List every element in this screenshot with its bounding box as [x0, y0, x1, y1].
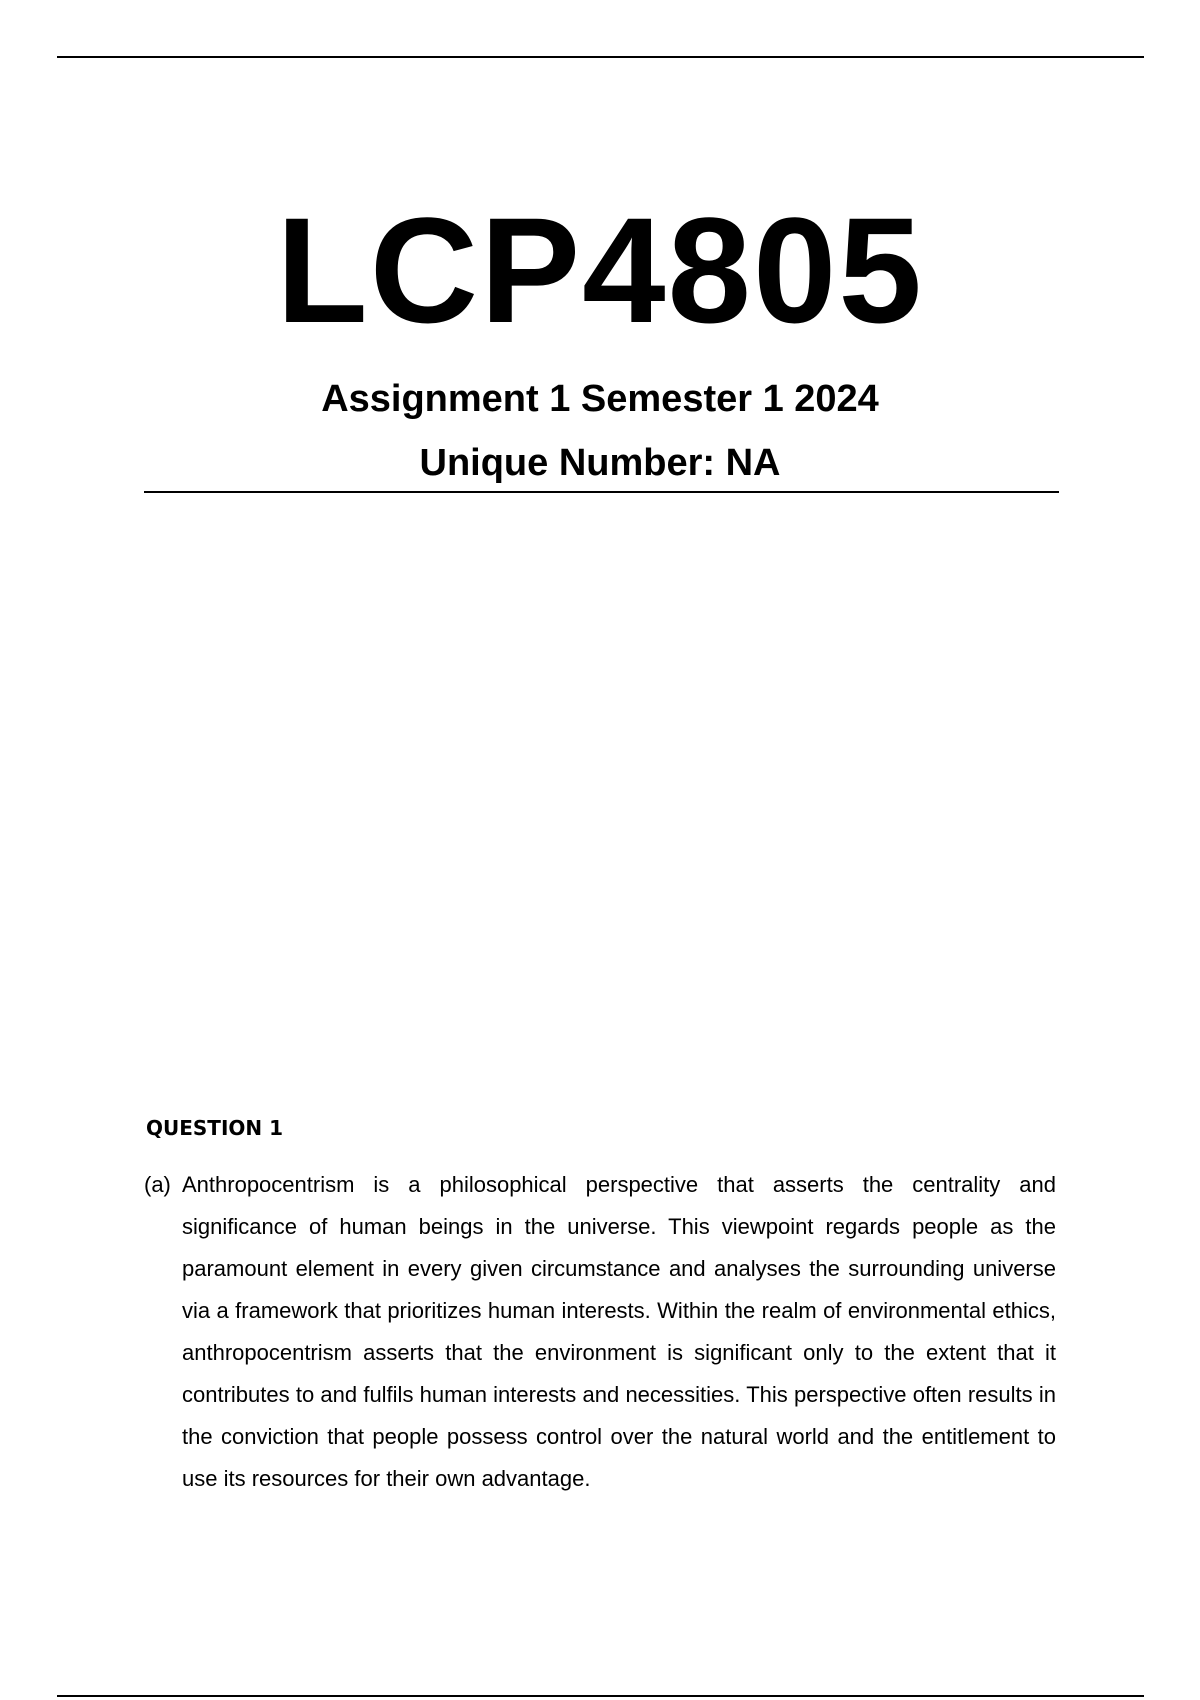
- answer-text: Anthropocentrism is a philosophical perspective that asserts the centrality and significance of human beings in the universe. This viewpoint regards people as the paramount element in every given circumstance and analyses the surrounding universe via a framework that prioritizes human interests. Within the realm of environmental ethics, anthropocentrism asserts that the environment is significant only to the extent that it contributes to and fulfils human interests and necessities. This perspective often results in the conviction that people possess control over the natural world and the entitlement to use its resources for their own advantage.: [182, 1172, 1056, 1491]
- title-underline: [144, 491, 1059, 493]
- top-divider: [57, 56, 1144, 58]
- course-code-title: LCP4805: [276, 186, 924, 354]
- assignment-subtitle: Assignment 1 Semester 1 2024: [321, 378, 879, 420]
- answer-part-label: (a): [144, 1172, 171, 1197]
- unique-number-line: Unique Number: NA: [419, 442, 781, 484]
- question-heading: QUESTION 1: [146, 1116, 284, 1140]
- bottom-divider: [57, 1695, 1144, 1697]
